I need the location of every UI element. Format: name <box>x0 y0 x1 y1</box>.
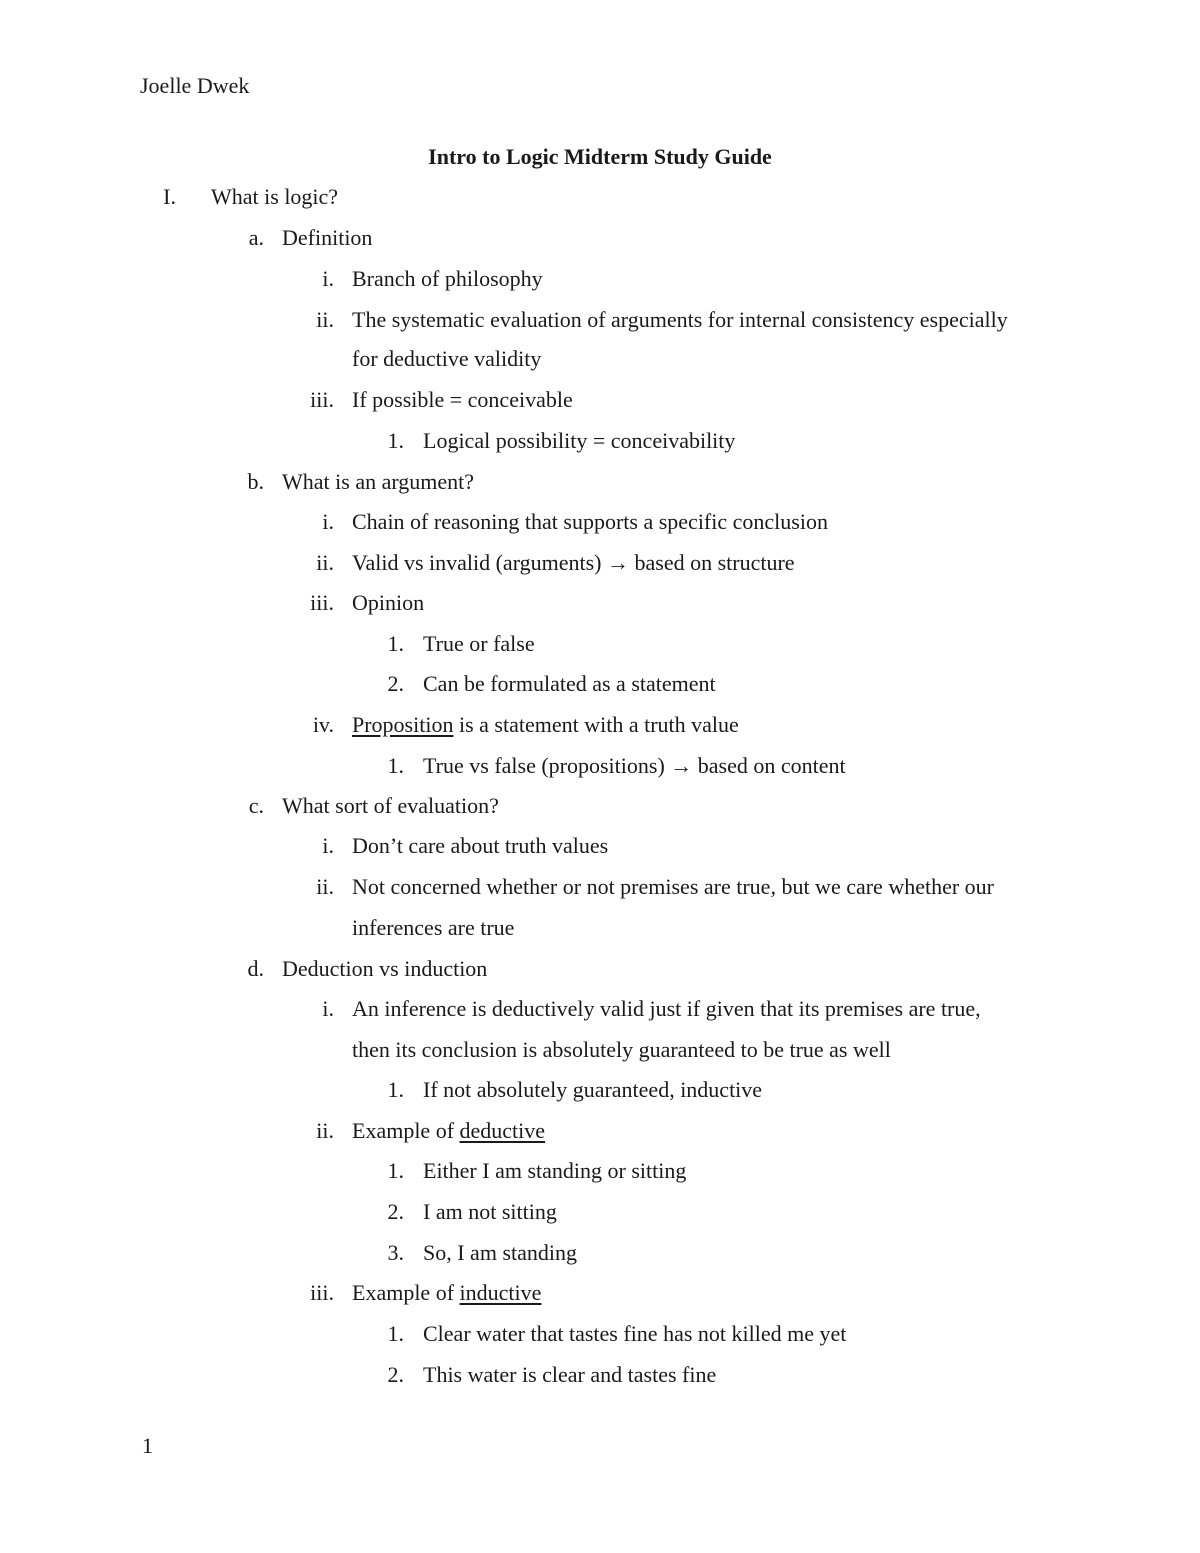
outline-item-d-ii-3: So, I am standing <box>423 1240 577 1265</box>
outline-item-b-iii-1: True or false <box>423 631 535 656</box>
outline-item-b-iv <box>352 712 739 738</box>
outline-item-d-i-1: If not absolutely guaranteed, inductive <box>423 1077 763 1102</box>
outline-label-d-ii: ii. <box>316 1118 334 1143</box>
outline-label-d-ii-2: 2. <box>387 1199 404 1224</box>
outline-item-a-ii-line2: for deductive validity <box>352 346 542 371</box>
outline-label-b-iv: iv. <box>312 712 334 737</box>
outline-label-d-ii-1: 1. <box>387 1158 404 1183</box>
outline-item-d-i-line1: An inference is deductively valid just if given that its premises are true, <box>352 996 981 1021</box>
outline-label-b-iii-2: 2. <box>387 671 404 696</box>
proposition-term: Proposition <box>352 712 454 737</box>
outline-label-a-i: i. <box>322 266 334 291</box>
outline-item-I: What is logic? <box>211 184 339 209</box>
outline-label-b-ii: ii. <box>316 550 334 575</box>
deductive-term: deductive <box>459 1118 546 1143</box>
outline-label-a-iii: iii. <box>310 387 334 412</box>
outline-label-d-ii-3: 3. <box>387 1240 404 1265</box>
outline-label-I: I. <box>163 184 176 209</box>
outline-item-c-ii-line1: Not concerned whether or not premises are true, but we care whether our <box>352 874 995 899</box>
outline-label-a-iii-1: 1. <box>387 428 404 453</box>
example-prefix: Example of <box>352 1118 460 1143</box>
example-prefix: Example of <box>352 1280 460 1305</box>
outline-label-d-iii-1: 1. <box>387 1321 404 1346</box>
outline-item-b: What is an argument? <box>282 469 475 494</box>
outline-label-b-iii-1: 1. <box>387 631 404 656</box>
outline-item-b-i: Chain of reasoning that supports a specific conclusion <box>352 509 828 534</box>
outline-item-a: Definition <box>282 225 373 250</box>
outline-item-b-iii-2: Can be formulated as a statement <box>423 671 716 696</box>
outline-item-b-iii: Opinion <box>352 590 425 615</box>
page-number: 1 <box>142 1433 153 1458</box>
outline-label-a: a. <box>248 225 264 250</box>
outline-item-d-ii <box>352 1118 545 1144</box>
outline-label-d-iii: iii. <box>310 1280 334 1305</box>
outline-label-b-iv-1: 1. <box>387 753 404 778</box>
outline-item-a-i: Branch of philosophy <box>352 266 543 291</box>
outline-label-b-i: i. <box>322 509 334 534</box>
outline-item-c-i: Don’t care about truth values <box>352 833 609 858</box>
outline-item-d: Deduction vs induction <box>282 956 488 981</box>
outline-item-a-ii-line1: The systematic evaluation of arguments for internal consistency especially <box>352 307 1008 332</box>
outline-item-d-ii-1: Either I am standing or sitting <box>423 1158 687 1183</box>
outline-item-b-ii: Valid vs invalid (arguments) → based on structure <box>352 550 795 575</box>
outline-label-c: c. <box>248 793 264 818</box>
author-name: Joelle Dwek <box>140 73 250 98</box>
outline-label-b-iii: iii. <box>310 590 334 615</box>
inductive-term: inductive <box>459 1280 542 1305</box>
proposition-definition: is a statement with a truth value <box>453 712 739 737</box>
outline-label-d-i: i. <box>322 996 334 1021</box>
outline-item-a-iii-1: Logical possibility = conceivability <box>423 428 736 453</box>
outline-item-d-i-line2: then its conclusion is absolutely guaranteed to be true as well <box>352 1037 891 1062</box>
outline-item-b-iv-1: True vs false (propositions) → based on content <box>423 753 846 778</box>
outline-item-d-iii-1: Clear water that tastes fine has not killed me yet <box>423 1321 847 1346</box>
outline-label-c-i: i. <box>322 833 334 858</box>
page-title: Intro to Logic Midterm Study Guide <box>428 144 772 169</box>
outline-item-a-iii: If possible = conceivable <box>352 387 573 412</box>
outline-item-d-iii-2: This water is clear and tastes fine <box>423 1362 717 1387</box>
outline-item-d-ii-2: I am not sitting <box>423 1199 557 1224</box>
outline-label-c-ii: ii. <box>316 874 334 899</box>
outline-label-a-ii: ii. <box>316 307 334 332</box>
outline-label-d-i-1: 1. <box>387 1077 404 1102</box>
outline-item-c-ii-line2: inferences are true <box>352 915 515 940</box>
outline-item-d-iii <box>352 1280 541 1306</box>
outline-label-b: b. <box>247 469 264 494</box>
outline-item-c: What sort of evaluation? <box>282 793 499 818</box>
outline-label-d-iii-2: 2. <box>387 1362 404 1387</box>
outline-label-d: d. <box>247 956 264 981</box>
